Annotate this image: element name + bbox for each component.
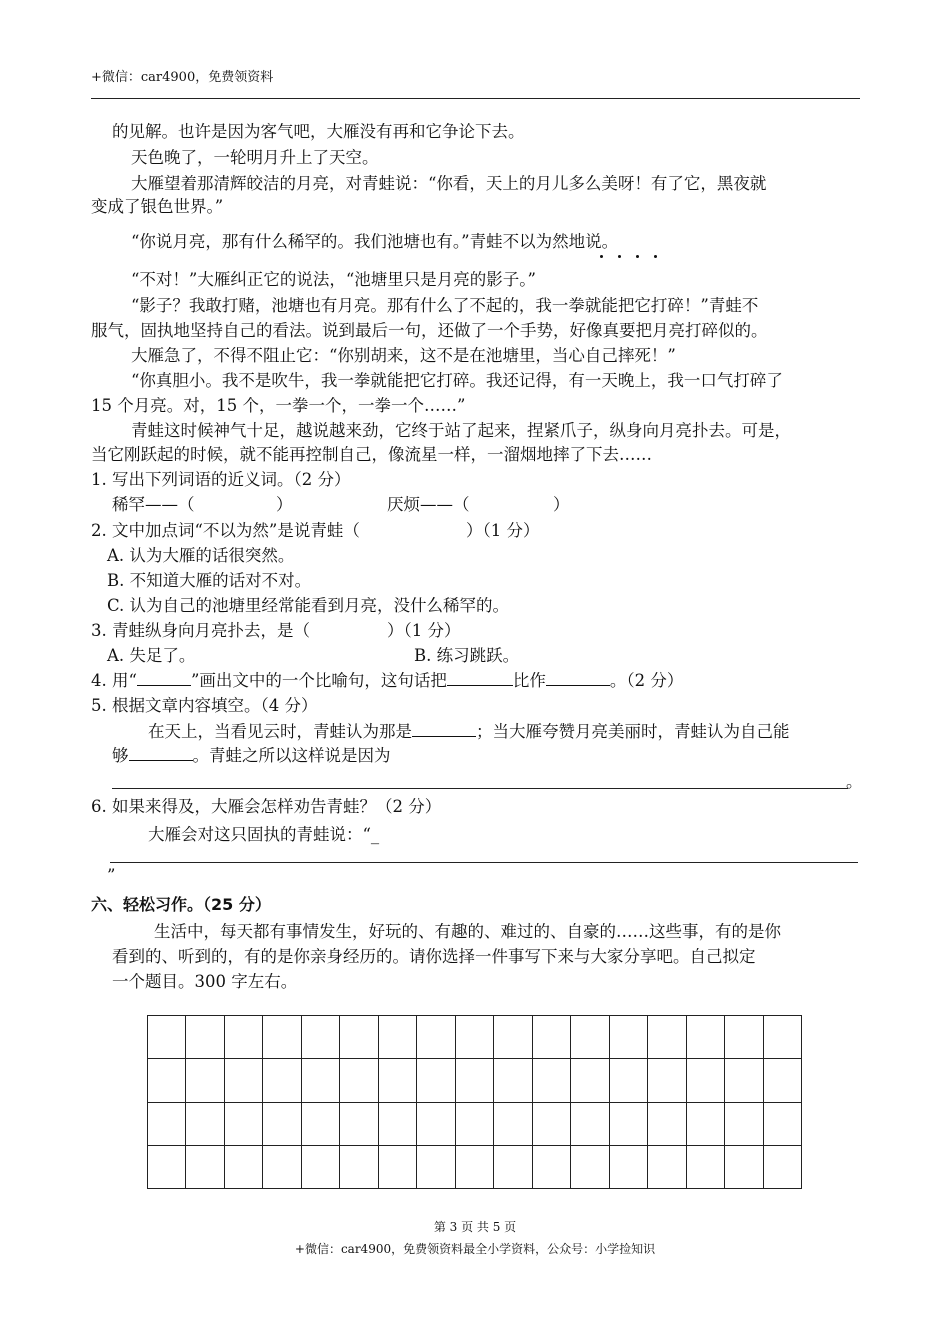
passage-line: 大雁望着那清辉皎洁的月亮，对青蛙说：“你看，天上的月儿多么美呀！有了它，黑夜就: [131, 174, 767, 193]
writing-grid[interactable]: [147, 1015, 802, 1189]
emphasis-dot: [618, 255, 621, 258]
q1-word-2: 厌烦——（: [387, 495, 470, 514]
emphasis-dot: [654, 255, 657, 258]
emphasis-dot: [600, 255, 603, 258]
question-2-title: 2. 文中加点词“不以为然”是说青蛙（: [91, 521, 360, 540]
q4-text-2: ”画出文中的一个比喻句，这句话把: [190, 671, 447, 690]
footer-note: +微信：car4900，免费领资料最全小学资料，公众号：小学捡知识: [294, 1242, 656, 1256]
q5-text-1: 在天上，当看见云时，青蛙认为那是: [148, 722, 412, 741]
question-6-title: 6. 如果来得及，大雁会怎样劝告青蛙？（2 分）: [91, 797, 442, 816]
q5-blank-1[interactable]: [412, 722, 476, 737]
passage-line: 变成了银色世界。”: [91, 197, 224, 216]
passage-line: “影子？我敢打赌，池塘也有月亮。那有什么了不起的，我一拳就能把它打碎！”青蛙不: [131, 296, 759, 315]
q5-end-mark: 。: [846, 772, 863, 791]
writing-line: 一个题目。300 字左右。: [112, 972, 298, 991]
q4-blank-a[interactable]: [447, 671, 513, 686]
question-3-title: 3. 青蛙纵身向月亮扑去，是（: [91, 621, 310, 640]
q4-text-1: 4. 用“: [91, 671, 137, 690]
writing-heading: 六、轻松习作。（25 分）: [91, 895, 271, 914]
q5-answer-line[interactable]: [112, 788, 848, 789]
passage-line: “不对！”大雁纠正它的说法，“池塘里只是月亮的影子。”: [131, 270, 536, 289]
q1-word-2-close: ）: [553, 495, 570, 514]
q4-blank-mark[interactable]: [137, 671, 191, 686]
question-5-title: 5. 根据文章内容填空。（4 分）: [91, 696, 318, 715]
passage-line: 天色晚了，一轮明月升上了天空。: [131, 148, 379, 167]
passage-line: 大雁急了，不得不阻止它：“你别胡来，这不是在池塘里，当心自己摔死！”: [131, 346, 676, 365]
q5-text-2: ；当大雁夸赞月亮美丽时，青蛙认为自己能: [476, 722, 790, 741]
passage-line: 的见解。也许是因为客气吧，大雁没有再和它争论下去。: [112, 122, 525, 141]
header-note: +微信：car4900，免费领资料: [91, 70, 274, 85]
writing-line: 生活中，每天都有事情发生，好玩的、有趣的、难过的、自豪的……这些事，有的是你: [154, 922, 781, 941]
question-1-title: 1. 写出下列词语的近义词。（2 分）: [91, 470, 351, 489]
q4-text-3: 比作: [512, 671, 546, 690]
q6-close-quote: ”: [107, 866, 116, 885]
passage-line: 15 个月亮。对，15 个，一拳一个，一拳一个……”: [91, 396, 466, 415]
q5-text-3: 够: [112, 746, 129, 765]
q6-answer-line[interactable]: [110, 862, 858, 863]
q1-word-1: 稀罕——（: [112, 495, 195, 514]
q6-prompt: 大雁会对这只固执的青蛙说：“_: [148, 825, 380, 844]
q4-blank-b[interactable]: [546, 671, 610, 686]
page-number: 第 3 页 共 5 页: [433, 1220, 517, 1234]
passage-line: 服气，固执地坚持自己的看法。说到最后一句，还做了一个手势，好像真要把月亮打碎似的。: [91, 321, 768, 340]
q5-text-4: 。青蛙之所以这样说是因为: [192, 746, 391, 765]
writing-line: 看到的、听到的，有的是你亲身经历的。请你选择一件事写下来与大家分享吧。自己拟定: [112, 947, 756, 966]
q5-line-2: [112, 746, 391, 766]
q2-option-a: A. 认为大雁的话很突然。: [107, 546, 295, 565]
q3-option-b: B. 练习跳跃。: [414, 646, 520, 665]
passage-line: 青蛙这时候神气十足，越说越来劲，它终于站了起来，捏紧爪子，纵身向月亮扑去。可是，: [131, 421, 791, 440]
q5-line-1: [148, 722, 790, 742]
passage-line: 当它刚跃起的时候，就不能再控制自己，像流星一样，一溜烟地摔了下去……: [91, 445, 652, 464]
q3-option-a: A. 失足了。: [107, 646, 196, 665]
q5-blank-2[interactable]: [129, 746, 193, 761]
passage-line: “你说月亮，那有什么稀罕的。我们池塘也有。”青蛙不以为然地说。: [131, 232, 619, 251]
question-3-title-end: ）（1 分）: [387, 621, 461, 640]
header-rule: [91, 98, 860, 99]
emphasis-dot: [636, 255, 639, 258]
q1-word-1-close: ）: [276, 495, 293, 514]
question-4: [91, 671, 683, 691]
q2-option-c: C. 认为自己的池塘里经常能看到月亮，没什么稀罕的。: [107, 596, 510, 615]
q2-option-b: B. 不知道大雁的话对不对。: [107, 571, 312, 590]
q4-text-4: 。（2 分）: [609, 671, 684, 690]
passage-line: “你真胆小。我不是吹牛，我一拳就能把它打碎。我还记得，有一天晚上，我一口气打碎了: [131, 371, 783, 390]
question-2-title-end: ）（1 分）: [466, 521, 540, 540]
